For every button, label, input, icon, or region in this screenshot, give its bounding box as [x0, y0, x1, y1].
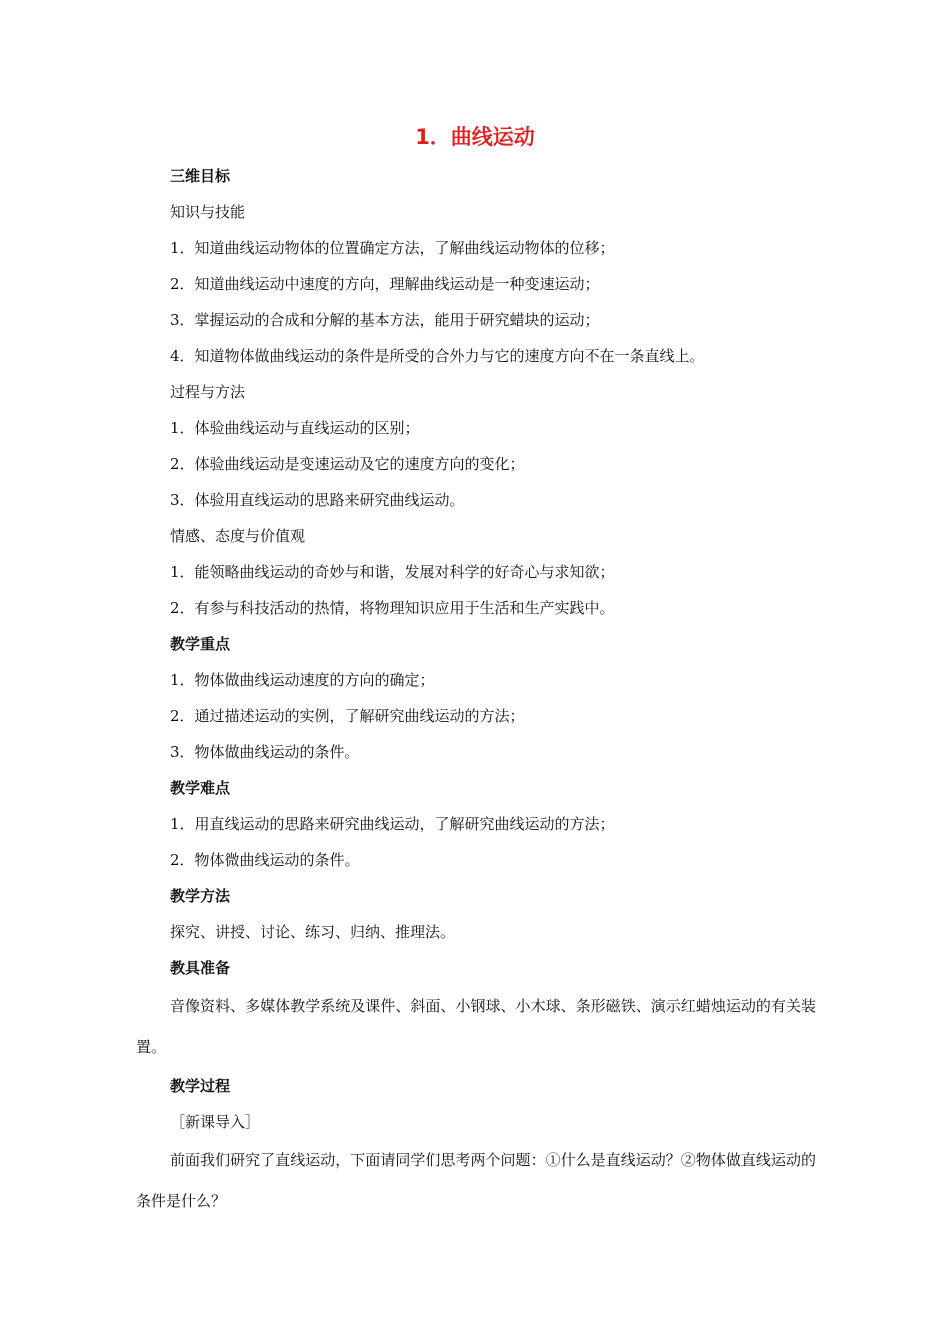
subheading-emotion: 情感、态度与价值观 — [170, 527, 306, 545]
list-item: 3．掌握运动的合成和分解的基本方法，能用于研究蜡块的运动； — [170, 311, 600, 329]
section-heading-methods: 教学方法 — [170, 887, 231, 905]
section-heading-difficulties: 教学难点 — [170, 779, 231, 797]
subheading-process: 过程与方法 — [170, 383, 246, 401]
section-heading-key-points: 教学重点 — [170, 635, 231, 653]
subheading-knowledge: 知识与技能 — [170, 203, 246, 221]
list-item: 2．通过描述运动的实例，了解研究曲线运动的方法； — [170, 707, 525, 725]
list-item: 4．知道物体做曲线运动的条件是所受的合外力与它的速度方向不在一条直线上。 — [170, 347, 705, 365]
list-item: 1．体验曲线运动与直线运动的区别； — [170, 419, 420, 437]
document-body — [136, 158, 816, 1222]
list-item: 1．能领略曲线运动的奇妙与和谐，发展对科学的好奇心与求知欲； — [170, 563, 615, 581]
list-item: 2．物体微曲线运动的条件。 — [170, 851, 360, 869]
intro-label: ［新课导入］ — [170, 1113, 261, 1131]
list-item: 2．知道曲线运动中速度的方向，理解曲线运动是一种变速运动； — [170, 275, 600, 293]
list-item: 2．有参与科技活动的热情，将物理知识应用于生活和生产实践中。 — [170, 599, 615, 617]
list-item: 1．物体做曲线运动速度的方向的确定； — [170, 671, 435, 689]
intro-text: 前面我们研究了直线运动，下面请同学们思考两个问题：①什么是直线运动？②物体做直线运动的条件是什么？ — [136, 1151, 816, 1210]
list-item: 1．用直线运动的思路来研究曲线运动，了解研究曲线运动的方法； — [170, 815, 615, 833]
list-item: 1．知道曲线运动物体的位置确定方法，了解曲线运动物体的位移； — [170, 239, 615, 257]
list-item: 3．物体做曲线运动的条件。 — [170, 743, 360, 761]
section-heading-tools: 教具准备 — [170, 959, 231, 977]
list-item: 3．体验用直线运动的思路来研究曲线运动。 — [170, 491, 465, 509]
section-heading-goals: 三维目标 — [170, 167, 231, 185]
page-title: 1．曲线运动 — [415, 125, 535, 149]
section-heading-procedure: 教学过程 — [170, 1077, 231, 1095]
list-item: 2．体验曲线运动是变速运动及它的速度方向的变化； — [170, 455, 525, 473]
tools-text: 音像资料、多媒体教学系统及课件、斜面、小钢球、小木球、条形磁铁、演示红蜡烛运动的有关装置。 — [136, 997, 816, 1056]
methods-text: 探究、讲授、讨论、练习、归纳、推理法。 — [170, 923, 456, 941]
